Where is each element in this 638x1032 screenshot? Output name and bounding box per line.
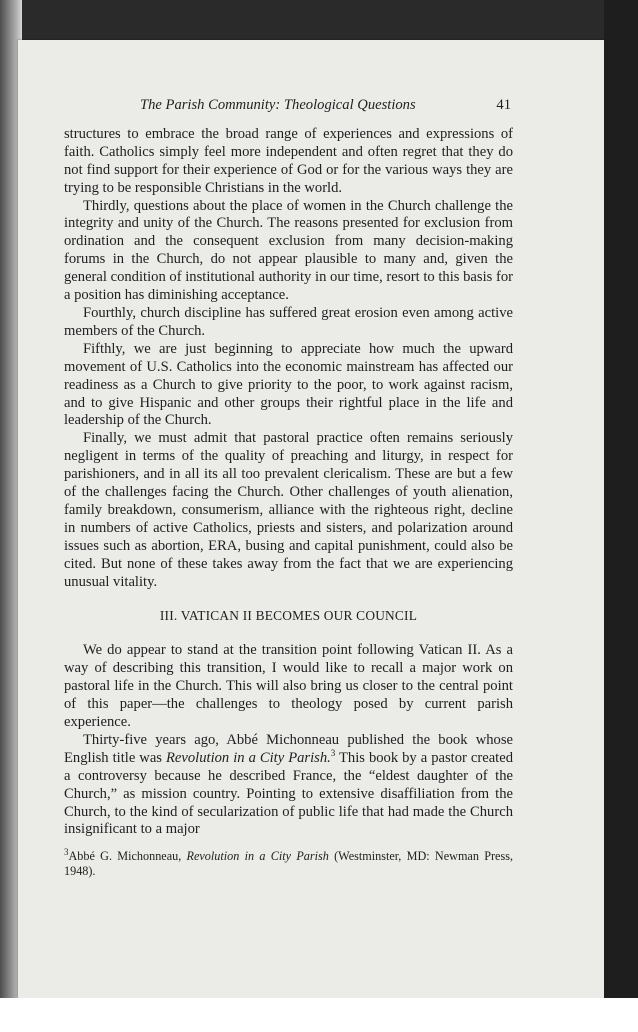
scan-border-right [604,0,638,1032]
paragraph-fifthly: Fifthly, we are just beginning to appreciate how much the upward movement of U.S. Catholics into the economic mainstream has affected our readiness as a Church to give priority to the poor, to work against racism, and to give Hispanic and other groups their rightful place in the life and leadership of the Church. [64,340,513,429]
paragraph-finally: Finally, we must admit that pastoral practice often remains seriously negligent in terms of the quality of preaching and liturgy, in respect for parishioners, and in all its all too prevalent clericalism. These are but a few of the challenges facing the Church. Other challenges of youth alienation, family breakdown, consumerism, alliance with the righteous right, decline in numbers of active Catholics, priests and sisters, and polarization around issues such as abortion, ERA, busing and capital punishment, could also be cited. But none of these takes away from the fact that we are experiencing unusual vitality. [64,430,513,590]
paragraph-fourthly: Fourthly, church discipline has suffered great erosion even among active members of the Church. [64,304,513,339]
page-text-block [64,97,513,879]
page-number: 41 [496,97,511,113]
paragraph-transition: We do appear to stand at the transition point following Vatican II. As a way of describing this transition, I would like to recall a major work on pastoral life in the Church. This will also bring us closer to the central point of this paper—the challenges to theology posed by current parish experience. [64,642,513,730]
section-heading: III. VATICAN II BECOMES OUR COUNCIL [159,608,418,624]
footnote-publisher: (Westminster, MD: Newman Press, 1948). [64,849,513,878]
footnote [64,849,513,878]
scan-border-bottom [0,998,638,1032]
book-title: Revolution in a City Parish. [166,749,331,766]
footnote-reference: 3 [330,747,336,758]
footnote-title: Revolution in a City Parish [186,849,329,864]
running-head [64,97,513,115]
running-head-title: The Parish Community: Theological Questions [140,97,416,113]
footnote-author: Abbé G. Michonneau, [68,849,187,864]
paragraph-thirdly: Thirdly, questions about the place of women in the Church challenge the integrity and unity of the Church. The reasons presented for exclusion from ordination and the consequent exclusion from many decision-making forums in the Church, do not appear plausible to many and, given the general condition of institutional authority in our time, resort to this basis for a position has diminishing acceptance. [64,197,513,304]
footnote-mark: 3 [64,847,69,858]
michonneau-text-start: Thirty-five years ago, Abbé Michonneau published the book whose English title was [64,731,513,766]
michonneau-text-end: This book by a pastor created a controversy because he described France, the “eldest daughter of the Church,” as mission country. Pointing to extensive disaffiliation from the Church, to the kind of secularization of public life that had made the Church insignificant to a major [64,749,513,838]
paragraph-continued: structures to embrace the broad range of experiences and expressions of faith. Catholics simply feel more independent and often regret that they do not find support for their experience of God or for the various ways they are trying to be responsible Christians in the world. [64,125,513,196]
paragraph-michonneau [64,732,513,839]
